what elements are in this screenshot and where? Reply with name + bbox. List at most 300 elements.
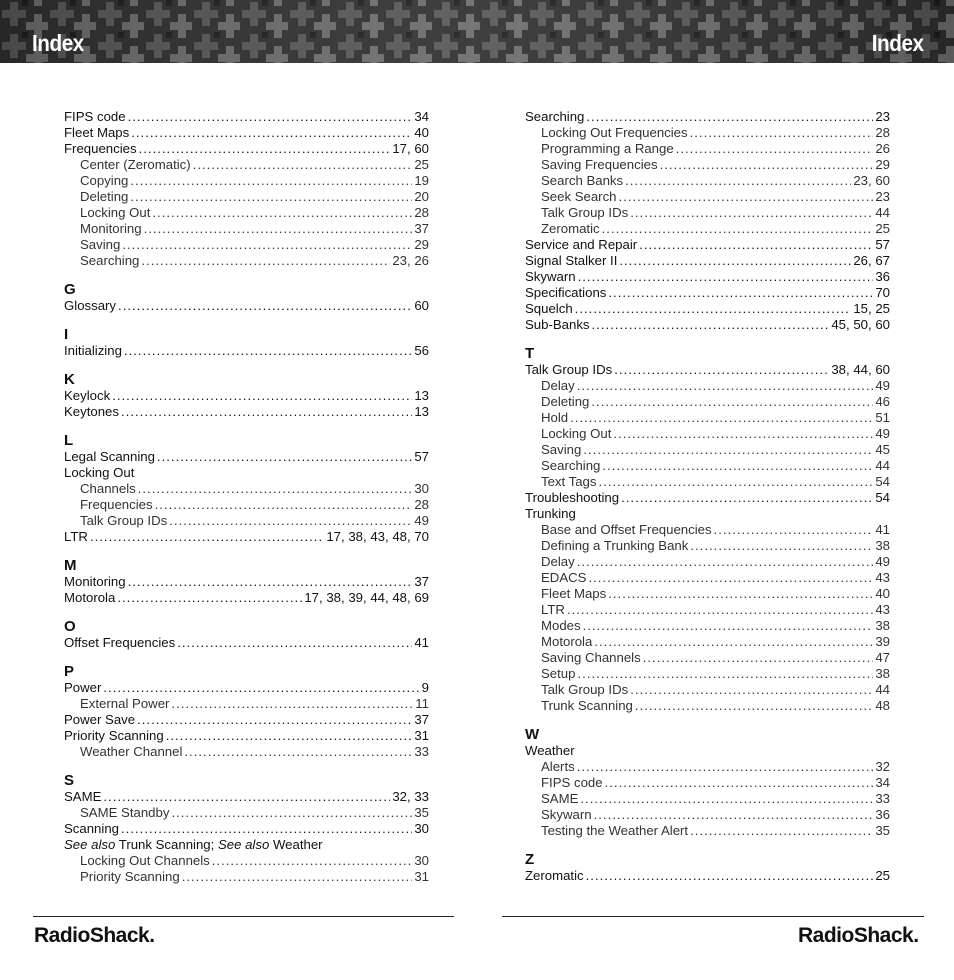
dot-leader <box>117 590 302 606</box>
index-entry-term: Priority Scanning <box>64 728 164 743</box>
dot-leader <box>714 522 874 538</box>
footer-divider-left <box>33 916 454 917</box>
index-entry-term: Skywarn <box>525 269 576 284</box>
index-entry-term: Sub-Banks <box>525 317 590 332</box>
index-subentry[interactable] <box>525 394 890 410</box>
index-page-number[interactable]: 13 <box>414 404 429 419</box>
dot-leader <box>212 853 413 869</box>
dot-leader <box>619 253 851 269</box>
index-page-number[interactable]: 20 <box>414 189 429 204</box>
dot-leader <box>177 635 412 651</box>
index-entry-term: SAME <box>64 789 102 804</box>
dot-leader <box>144 221 413 237</box>
index-subentry[interactable] <box>64 513 429 529</box>
index-subentry[interactable] <box>64 189 429 205</box>
dot-leader <box>690 125 874 141</box>
dot-leader <box>575 301 852 317</box>
radioshack-logo-left: RadioShack. <box>34 924 155 947</box>
see-also-target[interactable]: Trunk Scanning; <box>115 837 218 852</box>
index-entry-term: Base and Offset Frequencies <box>541 522 712 537</box>
dot-leader <box>630 682 873 698</box>
index-page-number[interactable]: 37 <box>414 221 429 236</box>
index-page-number[interactable]: 54 <box>875 490 890 505</box>
index-entry[interactable] <box>64 141 429 157</box>
index-page-number[interactable]: 48 <box>875 698 890 713</box>
index-page-number[interactable]: 32 <box>875 759 890 774</box>
dot-leader <box>128 574 413 590</box>
index-subentry[interactable] <box>525 125 890 141</box>
index-subentry[interactable] <box>64 805 429 821</box>
index-entry-term: Talk Group IDs <box>525 362 613 377</box>
index-page-number[interactable]: 43 <box>875 602 890 617</box>
index-entry-term: Weather Channel <box>80 744 183 759</box>
index-page-number[interactable]: 45 <box>875 442 890 457</box>
index-subentry[interactable] <box>525 221 890 237</box>
dot-leader <box>591 394 873 410</box>
index-page-number[interactable]: 34 <box>875 775 890 790</box>
page-header-banner <box>0 0 954 63</box>
radioshack-logo-right: RadioShack. <box>798 924 919 947</box>
index-see-also <box>64 837 429 853</box>
index-entry-term: Zeromatic <box>525 868 584 883</box>
dot-leader <box>141 253 390 269</box>
index-page-number[interactable]: 25 <box>875 868 890 883</box>
index-page-number[interactable]: 46 <box>875 394 890 409</box>
index-subentry[interactable] <box>525 189 890 205</box>
index-page-number[interactable]: 33 <box>414 744 429 759</box>
index-entry-term: Motorola <box>64 590 116 605</box>
index-page-number[interactable]: 37 <box>414 574 429 589</box>
dot-leader <box>577 554 874 570</box>
index-subentry[interactable] <box>525 682 890 698</box>
index-entry-term: Talk Group IDs <box>541 682 629 697</box>
index-page-number[interactable]: 19 <box>414 173 429 188</box>
index-entry[interactable] <box>64 590 429 606</box>
index-subentry[interactable] <box>525 650 890 666</box>
index-subentry[interactable] <box>64 205 429 221</box>
index-page-number[interactable]: 30 <box>414 481 429 496</box>
index-subentry[interactable] <box>525 538 890 554</box>
dot-leader <box>577 759 874 775</box>
dot-leader <box>676 141 874 157</box>
dot-leader <box>124 343 412 359</box>
index-page-number[interactable]: 26 <box>875 141 890 156</box>
index-entry-term: SAME <box>541 791 579 806</box>
index-entry-term: Locking Out <box>64 465 135 480</box>
index-page-number[interactable]: 40 <box>875 586 890 601</box>
index-subentry[interactable] <box>64 221 429 237</box>
dot-leader <box>690 538 873 554</box>
index-page-number[interactable]: 26, 67 <box>853 253 890 268</box>
index-subentry[interactable] <box>525 458 890 474</box>
index-subentry[interactable] <box>525 634 890 650</box>
index-entry[interactable] <box>64 574 429 590</box>
index-subentry[interactable] <box>64 497 429 513</box>
index-entry-term: Center (Zeromatic) <box>80 157 191 172</box>
index-page-number[interactable]: 44 <box>875 458 890 473</box>
index-entry-term: Deleting <box>80 189 129 204</box>
index-page-number[interactable]: 30 <box>414 821 429 836</box>
dot-leader <box>588 570 873 586</box>
dot-leader <box>577 666 873 682</box>
index-subentry[interactable] <box>64 744 429 760</box>
index-subentry[interactable] <box>525 474 890 490</box>
index-entry-term: Fleet Maps <box>64 125 130 140</box>
index-entry-term: Keylock <box>64 388 111 403</box>
index-entry[interactable] <box>64 728 429 744</box>
dot-leader <box>583 442 873 458</box>
index-entry[interactable] <box>64 712 429 728</box>
index-entry[interactable] <box>525 269 890 285</box>
dot-leader <box>660 157 874 173</box>
index-page-number[interactable]: 29 <box>875 157 890 172</box>
index-page-number[interactable]: 30 <box>414 853 429 868</box>
dot-leader <box>137 712 412 728</box>
index-subentry[interactable] <box>525 173 890 189</box>
index-page-number[interactable]: 28 <box>414 497 429 512</box>
index-entry-term: Squelch <box>525 301 573 316</box>
index-subentry[interactable] <box>525 586 890 602</box>
dot-leader <box>130 189 412 205</box>
dot-leader <box>690 823 873 839</box>
index-entry-term: Priority Scanning <box>80 869 180 884</box>
index-entry-term: Alerts <box>541 759 575 774</box>
index-entry-term: Saving <box>541 442 582 457</box>
index-entry-term: Talk Group IDs <box>541 205 629 220</box>
index-entry-term: Saving Frequencies <box>541 157 658 172</box>
index-subentry[interactable] <box>64 869 429 885</box>
index-page-number[interactable]: 31 <box>414 869 429 884</box>
dot-leader <box>586 868 874 884</box>
index-page-number[interactable]: 37 <box>414 712 429 727</box>
index-subentry[interactable] <box>64 481 429 497</box>
index-entry-term: LTR <box>64 529 88 544</box>
dot-leader <box>592 317 830 333</box>
index-page-number[interactable]: 49 <box>414 513 429 528</box>
index-page-number[interactable]: 17, 60 <box>392 141 429 156</box>
index-entry-term: Search Banks <box>541 173 624 188</box>
index-entry-term: Trunk Scanning <box>541 698 633 713</box>
index-page-number[interactable]: 25 <box>875 221 890 236</box>
index-entry-term: Saving <box>80 237 121 252</box>
index-entry-term: Defining a Trunking Bank <box>541 538 689 553</box>
index-page-number[interactable]: 17, 38, 43, 48, 70 <box>326 529 429 544</box>
index-entry-term: Locking Out Channels <box>80 853 210 868</box>
index-entry[interactable] <box>64 465 429 481</box>
index-page-number[interactable]: 39 <box>875 634 890 649</box>
index-section-letter: L <box>64 432 74 449</box>
dot-leader <box>112 388 412 404</box>
index-section-letter: W <box>525 726 540 743</box>
dot-leader <box>602 458 873 474</box>
index-entry[interactable] <box>64 298 429 314</box>
index-entry-term: SAME Standby <box>80 805 170 820</box>
footer-divider-right <box>502 916 924 917</box>
dot-leader <box>118 298 412 314</box>
index-page-number[interactable]: 13 <box>414 388 429 403</box>
index-page-number[interactable]: 17, 38, 39, 44, 48, 69 <box>304 590 429 605</box>
dot-leader <box>90 529 324 545</box>
index-entry-term: Power Save <box>64 712 136 727</box>
index-entry[interactable] <box>525 743 890 759</box>
index-page-number[interactable]: 31 <box>414 728 429 743</box>
index-entry-term: Skywarn <box>541 807 592 822</box>
index-section-letter: K <box>64 371 75 388</box>
index-subentry[interactable] <box>525 378 890 394</box>
index-subentry[interactable] <box>525 791 890 807</box>
index-entry-term: Testing the Weather Alert <box>541 823 689 838</box>
index-subentry[interactable] <box>525 426 890 442</box>
index-subentry[interactable] <box>64 173 429 189</box>
index-page-number[interactable]: 32, 33 <box>392 789 429 804</box>
index-entry-term: Saving Channels <box>541 650 641 665</box>
dot-leader <box>103 680 419 696</box>
index-page-number[interactable]: 15, 25 <box>853 301 890 316</box>
index-section-letter: O <box>64 618 76 635</box>
index-section-letter: P <box>64 663 75 680</box>
index-entry-term: Searching <box>541 458 601 473</box>
dot-leader <box>594 634 873 650</box>
index-subentry[interactable] <box>525 618 890 634</box>
index-subentry[interactable] <box>525 602 890 618</box>
index-entry-term: Locking Out <box>541 426 612 441</box>
dot-leader <box>152 205 412 221</box>
index-entry[interactable] <box>64 449 429 465</box>
index-entry-term: Setup <box>541 666 576 681</box>
index-subentry[interactable] <box>64 696 429 712</box>
index-entry-term: Monitoring <box>80 221 142 236</box>
index-entry[interactable] <box>64 404 429 420</box>
index-entry-term: Locking Out Frequencies <box>541 125 688 140</box>
index-entry[interactable] <box>525 253 890 269</box>
dot-leader <box>580 791 873 807</box>
index-page-number[interactable]: 49 <box>875 378 890 393</box>
dot-leader <box>608 285 873 301</box>
index-entry-term: Weather <box>525 743 575 758</box>
index-page-number[interactable]: 35 <box>875 823 890 838</box>
index-subentry[interactable] <box>525 775 890 791</box>
see-also-label: See also <box>64 837 116 852</box>
index-entry-term: Glossary <box>64 298 117 313</box>
dot-leader <box>157 449 412 465</box>
index-column-right <box>525 109 890 884</box>
index-entry-term: LTR <box>541 602 565 617</box>
index-page-number[interactable]: 35 <box>414 805 429 820</box>
index-entry[interactable] <box>525 362 890 378</box>
index-subentry[interactable] <box>525 759 890 775</box>
index-entry[interactable] <box>525 301 890 317</box>
dot-leader <box>570 410 873 426</box>
index-entry[interactable] <box>525 317 890 333</box>
index-subentry[interactable] <box>525 157 890 173</box>
index-section-letter: G <box>64 281 76 298</box>
page-title-right: Index <box>872 30 924 56</box>
dot-leader <box>130 173 412 189</box>
dot-leader <box>171 696 413 712</box>
dot-leader <box>608 586 873 602</box>
index-page-number[interactable]: 23 <box>875 189 890 204</box>
index-entry[interactable] <box>525 868 890 884</box>
index-page-number[interactable]: 33 <box>875 791 890 806</box>
dot-leader <box>613 426 873 442</box>
dot-leader <box>594 807 874 823</box>
index-page-number[interactable]: 54 <box>875 474 890 489</box>
index-subentry[interactable] <box>525 205 890 221</box>
index-page-number[interactable]: 23, 26 <box>392 253 429 268</box>
index-subentry[interactable] <box>525 554 890 570</box>
index-page-number[interactable]: 45, 50, 60 <box>831 317 890 332</box>
dot-leader <box>171 805 412 821</box>
index-entry-term: FIPS code <box>64 109 126 124</box>
index-entry-term: Signal Stalker II <box>525 253 618 268</box>
dot-leader <box>621 490 873 506</box>
index-section-letter: M <box>64 557 77 574</box>
index-subentry[interactable] <box>64 157 429 173</box>
index-page-number[interactable]: 49 <box>875 554 890 569</box>
dot-leader <box>639 237 873 253</box>
index-entry-term: Talk Group IDs <box>80 513 168 528</box>
index-entry-term: Searching <box>80 253 140 268</box>
index-subentry[interactable] <box>64 253 429 269</box>
dot-leader <box>122 237 412 253</box>
index-entry[interactable] <box>525 285 890 301</box>
dot-leader <box>635 698 873 714</box>
index-page-number[interactable]: 38 <box>875 666 890 681</box>
index-page-number[interactable]: 38 <box>875 618 890 633</box>
index-section-letter: Z <box>525 851 535 868</box>
index-entry-term: Frequencies <box>80 497 153 512</box>
index-entry[interactable] <box>525 109 890 125</box>
index-subentry[interactable] <box>525 698 890 714</box>
index-page-number[interactable]: 43 <box>875 570 890 585</box>
index-page-number[interactable]: 25 <box>414 157 429 172</box>
dot-leader <box>128 109 413 125</box>
index-page-number[interactable]: 34 <box>414 109 429 124</box>
index-page-number[interactable]: 28 <box>875 125 890 140</box>
index-entry-term: Offset Frequencies <box>64 635 176 650</box>
index-entry[interactable] <box>525 490 890 506</box>
index-entry[interactable] <box>64 680 429 696</box>
index-entry-term: Power <box>64 680 102 695</box>
index-section-letter: I <box>64 326 69 343</box>
page-title-left: Index <box>32 30 84 56</box>
index-page-number[interactable]: 9 <box>421 680 429 695</box>
index-entry-term: Legal Scanning <box>64 449 155 464</box>
index-page-number[interactable]: 49 <box>875 426 890 441</box>
dot-leader <box>155 497 413 513</box>
index-subentry[interactable] <box>525 823 890 839</box>
index-entry-term: Seek Search <box>541 189 617 204</box>
index-page-number[interactable]: 23, 60 <box>853 173 890 188</box>
dot-leader <box>577 378 874 394</box>
index-entry-term: Troubleshooting <box>525 490 620 505</box>
index-entry-term: Locking Out <box>80 205 151 220</box>
index-entry-term: Keytones <box>64 404 119 419</box>
index-entry-term: External Power <box>80 696 170 711</box>
index-entry[interactable] <box>64 635 429 651</box>
index-entry-term: EDACS <box>541 570 587 585</box>
index-page-number[interactable]: 47 <box>875 650 890 665</box>
index-page-number[interactable]: 29 <box>414 237 429 252</box>
see-also-target[interactable]: Weather <box>269 837 323 852</box>
dot-leader <box>619 189 874 205</box>
index-entry-term: Hold <box>541 410 569 425</box>
index-entry[interactable] <box>64 388 429 404</box>
index-page-number[interactable]: 70 <box>875 285 890 300</box>
index-entry-term: Copying <box>80 173 129 188</box>
index-page-number[interactable]: 38 <box>875 538 890 553</box>
dot-leader <box>193 157 413 173</box>
index-page-number[interactable]: 56 <box>414 343 429 358</box>
dot-leader <box>614 362 829 378</box>
index-page-number[interactable]: 51 <box>875 410 890 425</box>
dot-leader <box>578 269 874 285</box>
index-entry[interactable] <box>525 237 890 253</box>
index-page-number[interactable]: 44 <box>875 682 890 697</box>
index-page-number[interactable]: 57 <box>875 237 890 252</box>
dot-leader <box>184 744 412 760</box>
index-page-number[interactable]: 41 <box>414 635 429 650</box>
index-entry[interactable] <box>64 109 429 125</box>
index-subentry[interactable] <box>64 853 429 869</box>
index-entry-term: Monitoring <box>64 574 126 589</box>
index-subentry[interactable] <box>525 141 890 157</box>
index-subentry[interactable] <box>64 237 429 253</box>
index-page-number[interactable]: 57 <box>414 449 429 464</box>
index-entry[interactable] <box>64 821 429 837</box>
dot-leader <box>602 221 874 237</box>
index-entry-term: Motorola <box>541 634 593 649</box>
index-page-number[interactable]: 44 <box>875 205 890 220</box>
index-entry[interactable] <box>64 789 429 805</box>
index-subentry[interactable] <box>525 807 890 823</box>
index-entry-term: Scanning <box>64 821 119 836</box>
index-page-number[interactable]: 36 <box>875 269 890 284</box>
index-entry[interactable] <box>64 343 429 359</box>
index-subentry[interactable] <box>525 410 890 426</box>
index-entry[interactable] <box>525 506 890 522</box>
index-page-number[interactable]: 38, 44, 60 <box>831 362 890 377</box>
index-entry-term: Trunking <box>525 506 576 521</box>
index-entry[interactable] <box>64 529 429 545</box>
index-page-number[interactable]: 41 <box>875 522 890 537</box>
index-page-number[interactable]: 23 <box>875 109 890 124</box>
index-entry-term: Programming a Range <box>541 141 674 156</box>
dot-leader <box>121 821 412 837</box>
index-page-number[interactable]: 60 <box>414 298 429 313</box>
index-page-number[interactable]: 11 <box>415 696 429 711</box>
dot-leader <box>121 404 412 420</box>
index-section-letter: T <box>525 345 535 362</box>
index-page-number[interactable]: 36 <box>875 807 890 822</box>
index-entry[interactable] <box>64 125 429 141</box>
index-subentry[interactable] <box>525 522 890 538</box>
index-page-number[interactable]: 40 <box>414 125 429 140</box>
index-entry-term: Initializing <box>64 343 122 358</box>
dot-leader <box>567 602 873 618</box>
index-entry-term: FIPS code <box>541 775 603 790</box>
index-subentry[interactable] <box>525 666 890 682</box>
index-subentry[interactable] <box>525 442 890 458</box>
index-entry-term: Service and Repair <box>525 237 638 252</box>
dot-leader <box>630 205 873 221</box>
dot-leader <box>138 481 413 497</box>
index-page-number[interactable]: 28 <box>414 205 429 220</box>
index-section-letter: S <box>64 772 75 789</box>
dot-leader <box>169 513 412 529</box>
index-subentry[interactable] <box>525 570 890 586</box>
index-entry-term: Text Tags <box>541 474 597 489</box>
